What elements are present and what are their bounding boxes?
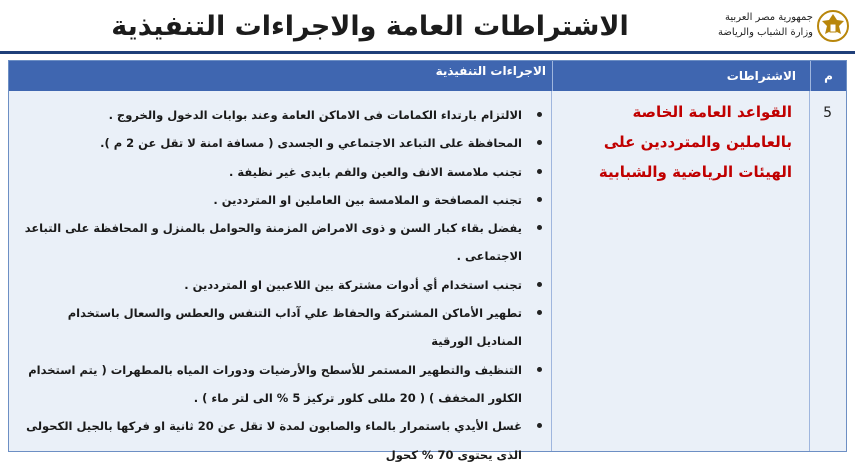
- ministry-logo-block: [699, 8, 849, 46]
- list-item: تجنب المصافحة و الملامسة بين العاملين او المترددين .: [23, 186, 548, 214]
- condition-text: القواعد العامة الخاصة بالعاملين والمترددين على الهيئات الرياضية والشبابية: [598, 103, 792, 181]
- eagle-emblem-icon: [817, 8, 849, 44]
- procedures-list: [23, 101, 548, 469]
- bullet-icon: [537, 112, 542, 117]
- row-number: 5: [823, 105, 832, 121]
- bullet-icon: [537, 197, 542, 202]
- list-item: يفضل بقاء كبار السن و ذوى الامراض المزمنة والحوامل بالمنزل و المحافظة على التباعد الاجتماعى .: [23, 214, 548, 271]
- bullet-icon: [537, 225, 542, 230]
- list-item: الالتزام بارتداء الكمامات فى الاماكن العامة وعند بوابات الدخول والخروج .: [23, 101, 548, 129]
- procedures-table: [8, 60, 847, 462]
- bullet-icon: [537, 310, 542, 315]
- bullet-icon: [537, 140, 542, 145]
- bullet-icon: [537, 169, 542, 174]
- list-item: المحافظة على التباعد الاجتماعي و الجسدى ( مسافة امنة لا تقل عن 2 م ).: [23, 129, 548, 157]
- list-item: غسل الأيدي باستمرار بالماء والصابون لمدة لا تقل عن 20 ثانية او فركها بالجيل الكحولى الذى يحتوى 70 % كحول: [23, 412, 548, 469]
- ministry-line-1: جمهورية مصر العربية: [725, 12, 813, 23]
- table-header-row: [9, 61, 846, 91]
- bullet-icon: [537, 282, 542, 287]
- list-item: التنظيف والتطهير المستمر للأسطح والأرضيات ودورات المياه بالمطهرات ( يتم استخدام الكلور المخفف ) ( 20 مللى كلور تركيز 5 % الى لتر ماء ) .: [23, 356, 548, 413]
- header-conditions: الاشتراطات: [552, 61, 810, 91]
- header-procedures: الاجراءات التنفيذية: [435, 64, 546, 78]
- column-divider: [809, 91, 810, 451]
- list-item: تطهير الأماكن المشتركة والحفاظ علي آداب التنفس والعطس والسعال باستخدام المناديل الورقية: [23, 299, 548, 356]
- bullet-icon: [537, 367, 542, 372]
- ministry-name: [701, 10, 813, 40]
- ministry-line-2: وزارة الشباب والرياضة: [718, 27, 813, 38]
- list-item: تجنب ملامسة الانف والعين والفم بايدى غير نظيفة .: [23, 158, 548, 186]
- header-number: م: [810, 61, 846, 91]
- list-item: تجنب استخدام أي أدوات مشتركة بين اللاعبين او المترددين .: [23, 271, 548, 299]
- slide-title: الاشتراطات العامة والاجراءات التنفيذية: [111, 11, 629, 42]
- bullet-icon: [537, 423, 542, 428]
- column-divider: [551, 91, 552, 451]
- table-row: [9, 91, 846, 462]
- slide-header: [0, 0, 855, 54]
